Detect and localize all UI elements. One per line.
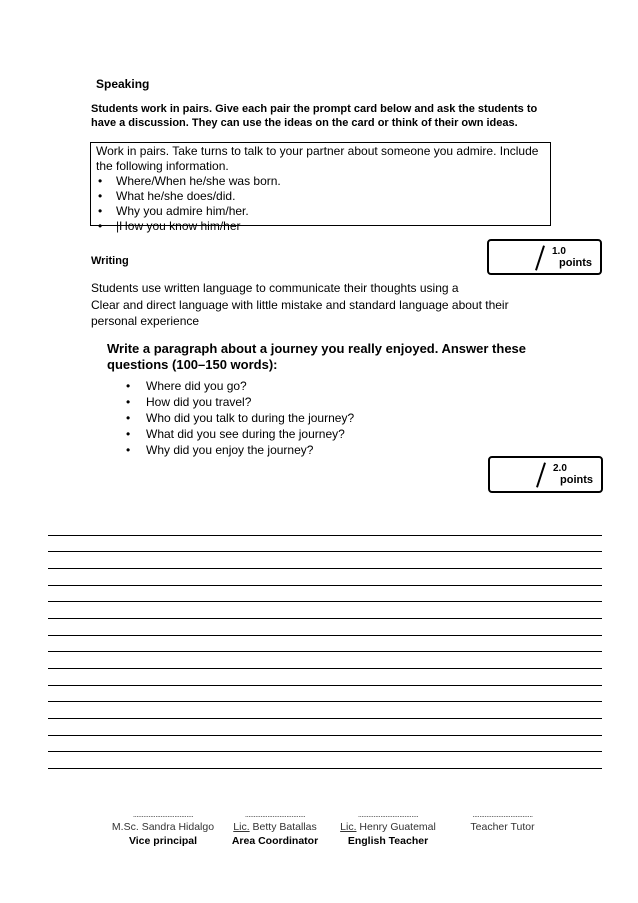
answer-line[interactable] [48, 568, 602, 569]
points-number: 1.0 [552, 246, 566, 257]
answer-line[interactable] [48, 718, 602, 719]
signature-person: Sandra Hidalgo [141, 821, 215, 833]
task-points-label: points [560, 474, 593, 486]
signature-dots: ................................... [357, 810, 419, 819]
prompt-card-intro-line2: the following information. [96, 159, 229, 173]
points-badge [487, 239, 602, 275]
answer-line[interactable] [48, 651, 602, 652]
answer-line[interactable] [48, 585, 602, 586]
answer-line[interactable] [48, 551, 602, 552]
prompt-card-item: • Where/When he/she was born. [96, 174, 550, 189]
question-item: • Who did you talk to during the journey? [126, 410, 354, 426]
question-item: • Why did you enjoy the journey? [126, 442, 354, 458]
signature-person: Henry Guatemal [359, 821, 436, 833]
signature-dots: ................................... [472, 810, 533, 819]
signature-role: Area Coordinator [231, 835, 319, 847]
signature-name: Teacher Tutor [470, 821, 535, 833]
writing-desc-line2: Clear and direct language with little mistake and standard language about their [91, 298, 509, 312]
answer-line[interactable] [48, 601, 602, 602]
answer-line[interactable] [48, 685, 602, 686]
signature-role: Vice principal [128, 835, 198, 847]
signature-title: M.Sc. [111, 821, 139, 833]
signature-area-coordinator [225, 810, 325, 848]
prompt-card-intro-line1: Work in pairs. Take turns to talk to your partner about someone you admire. Include [96, 144, 539, 158]
question-list [126, 378, 354, 458]
writing-heading: Writing [91, 255, 129, 267]
task-points-number: 2.0 [553, 463, 567, 474]
answer-line[interactable] [48, 735, 602, 736]
writing-task-line2: questions (100–150 words): [107, 357, 278, 372]
signature-english-teacher [333, 810, 443, 848]
answer-line[interactable] [48, 701, 602, 702]
signature-name [108, 820, 218, 834]
speaking-heading: Speaking [96, 77, 150, 91]
speaking-instructions-line2: have a discussion. They can use the ideas on the card or think of their own ideas. [91, 117, 518, 129]
prompt-card-item: • What he/she does/did. [96, 189, 550, 204]
answer-line[interactable] [48, 535, 602, 536]
writing-task-line1: Write a paragraph about a journey you really enjoyed. Answer these [107, 341, 527, 356]
answer-line[interactable] [48, 635, 602, 636]
signature-person: Betty Batallas [252, 821, 317, 833]
speaking-instructions-line1: Students work in pairs. Give each pair the prompt card below and ask the students to [91, 103, 538, 115]
answer-line[interactable] [48, 618, 602, 619]
signature-title: Lic. [233, 821, 250, 833]
signature-dots: ................................... [244, 810, 306, 819]
question-item: • Where did you go? [126, 378, 354, 394]
signature-teacher-tutor [450, 810, 555, 834]
answer-line[interactable] [48, 768, 602, 769]
signature-role: English Teacher [347, 835, 429, 847]
signature-vice-principal [108, 810, 218, 848]
signature-title: Lic. [340, 821, 357, 833]
answer-line[interactable] [48, 751, 602, 752]
signature-name [333, 820, 443, 834]
writing-desc-line1: Students use written language to communicate their thoughts using a [91, 281, 459, 295]
signature-name [225, 820, 325, 834]
slash-icon [535, 245, 545, 270]
question-item: • How did you travel? [126, 394, 354, 410]
prompt-card [90, 142, 551, 233]
slash-icon [536, 462, 546, 487]
question-item: • What did you see during the journey? [126, 426, 354, 442]
writing-desc-line3: personal experience [91, 314, 200, 328]
task-points-badge [488, 456, 603, 493]
prompt-card-item: • |How you know him/her [96, 219, 550, 234]
answer-line[interactable] [48, 668, 602, 669]
points-label: points [559, 257, 592, 269]
signature-dots: ................................... [132, 810, 194, 819]
prompt-card-item: • Why you admire him/her. [96, 204, 550, 219]
prompt-card-list [96, 174, 550, 234]
